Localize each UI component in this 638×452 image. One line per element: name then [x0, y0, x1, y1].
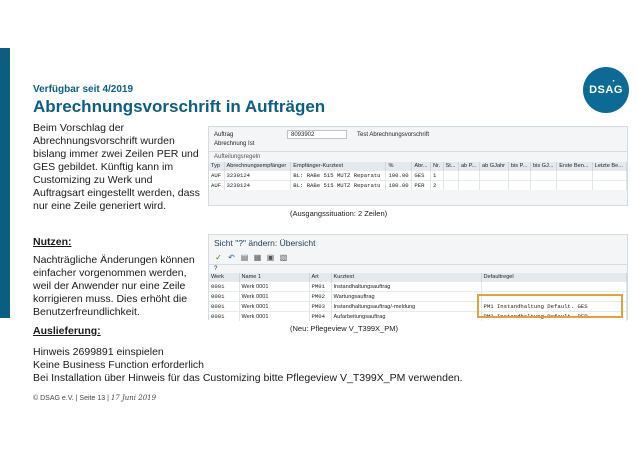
default-rule-dropdown[interactable]: PM2 Instandhaltung Default. PER	[481, 312, 627, 322]
cell	[458, 181, 479, 191]
cell: 1	[431, 171, 444, 181]
highlight-box	[477, 294, 623, 318]
auslieferung-line1: Hinweis 2699891 einspielen	[33, 346, 164, 358]
cell	[480, 171, 509, 181]
cell: 100.00	[386, 181, 412, 191]
cell	[508, 181, 530, 191]
cell: 0001	[209, 302, 239, 312]
cell	[557, 171, 592, 181]
table-row[interactable]	[209, 282, 627, 292]
logo-text: DSAG	[589, 84, 623, 96]
auslieferung-line2: Keine Business Function erforderlich	[33, 359, 205, 371]
cell: Instandhaltungsauftrag	[331, 282, 481, 292]
cell	[530, 171, 556, 181]
auftrag-description: Test Abrechnungsvorschrift	[357, 131, 430, 138]
footer-sep: |	[107, 395, 111, 402]
sap-screenshot-view	[208, 234, 628, 320]
auftrag-field[interactable]: 8093902	[287, 130, 347, 139]
col-header: ab P...	[458, 162, 479, 171]
cell: PM02	[309, 292, 331, 302]
page-title: Abrechnungsvorschrift in Aufträgen	[33, 97, 326, 116]
logo-dot-icon: ·	[612, 76, 616, 87]
cell: 2	[431, 181, 444, 191]
cell: BL: RABe 515 MUTZ Reparatu	[291, 171, 386, 181]
check-icon[interactable]: ✓	[215, 253, 222, 262]
col-header: Erste Ben...	[557, 162, 592, 171]
copy-icon[interactable]: ▤	[240, 253, 249, 262]
cell: Werk 0001	[239, 302, 309, 312]
undo-icon[interactable]: ↶	[228, 253, 235, 262]
col-header: Kurztext	[331, 273, 481, 282]
settlement-rules-table	[209, 162, 627, 190]
cell: 3230124	[224, 171, 291, 181]
caption-new-view: (Neu: Pflegeview V_T399X_PM)	[290, 324, 398, 333]
cell: Werk 0001	[239, 292, 309, 302]
available-since: Verfügbar seit 4/2019	[33, 84, 134, 95]
delete-icon[interactable]: ▦	[253, 253, 262, 262]
cell	[530, 181, 556, 191]
sap-screenshot-settlement	[208, 126, 628, 206]
col-header: Empfänger-Kurztext	[291, 162, 386, 171]
cell: 3230124	[224, 181, 291, 191]
col-header: Art	[309, 273, 331, 282]
select-all-icon[interactable]: ▣	[266, 253, 275, 262]
table-header-row	[209, 273, 627, 282]
col-header: Typ	[209, 162, 224, 171]
cell: 0001	[209, 282, 239, 292]
table-row[interactable]	[209, 181, 627, 191]
col-header: Letzte Be...	[592, 162, 626, 171]
cell[interactable]	[481, 282, 627, 292]
deselect-icon[interactable]: ▧	[279, 253, 288, 262]
cell: Aufarbeitungsauftrag	[331, 312, 481, 322]
accent-bar	[0, 48, 10, 318]
cell	[508, 171, 530, 181]
cell: Werk 0001	[239, 312, 309, 322]
cell: GES	[412, 171, 431, 181]
col-header: Abrechnungsempfänger	[224, 162, 291, 171]
auslieferung-heading: Auslieferung:	[33, 325, 101, 337]
table-row[interactable]	[209, 171, 627, 181]
col-header: Name 1	[239, 273, 309, 282]
cell	[592, 181, 626, 191]
cell	[443, 171, 458, 181]
auslieferung-line3: Bei Installation über Hinweis für das Customizing bitte Pflegeview V_T399X_PM verwenden.	[33, 372, 463, 384]
cell: AUF	[209, 181, 224, 191]
col-header: bis P...	[508, 162, 530, 171]
cell: 100.00	[386, 171, 412, 181]
col-header: Defaultregel	[481, 273, 627, 282]
col-header: ab GJahr	[480, 162, 509, 171]
cell: Instandhaltungsauftrag/-meldung	[331, 302, 481, 312]
view-title: Sicht "?" ändern: Übersicht	[214, 238, 316, 248]
cell: BL: RABe 515 MUTZ Reparatu	[291, 181, 386, 191]
col-header: Werk	[209, 273, 239, 282]
cell: PM01	[309, 282, 331, 292]
view-marker: ?	[214, 266, 218, 272]
cell: 0001	[209, 292, 239, 302]
footer-sep: |	[75, 395, 80, 402]
cell: PM04	[309, 312, 331, 322]
cell: PER	[412, 181, 431, 191]
cell	[480, 181, 509, 191]
cell	[443, 181, 458, 191]
caption-initial-situation: (Ausgangssituation: 2 Zeilen)	[290, 209, 388, 218]
nutzen-heading: Nutzen:	[33, 236, 72, 248]
toolbar	[209, 251, 627, 265]
cell: AUF	[209, 171, 224, 181]
col-header: St...	[443, 162, 458, 171]
col-header: Abr...	[412, 162, 431, 171]
aufteilungsregeln-section: Aufteilungsregeln	[209, 151, 627, 162]
auftrag-label: Auftrag	[214, 131, 234, 138]
footer-date: 17 Juni 2019	[110, 394, 157, 402]
footer-org: © DSAG e.V.	[33, 395, 74, 402]
cell: 0001	[209, 312, 239, 322]
intro-text: Beim Vorschlag der Abrechnungsvorschrift wurden bislang immer zwei Zeilen PER und GES gebildet. Künftig kann im Customizing zu Werk und Auftragsart eingestellt werden, dass nur eine Zeile generiert wird.	[33, 122, 200, 212]
col-header: %	[386, 162, 412, 171]
nutzen-text: Nachträgliche Änderungen können einfacher vorgenommen werden, weil der Anwender nur eine Zeile korrigieren muss. Dies erhöht die Benutzerfreundlichkeit.	[33, 254, 195, 318]
footer	[33, 394, 156, 402]
col-header: bis GJ...	[530, 162, 556, 171]
cell: PM03	[309, 302, 331, 312]
cell: Werk 0001	[239, 282, 309, 292]
cell	[592, 171, 626, 181]
cell	[458, 171, 479, 181]
dsag-logo	[583, 67, 629, 113]
cell	[557, 181, 592, 191]
col-header: Nr.	[431, 162, 444, 171]
cell: Wartungsauftrag	[331, 292, 481, 302]
abrechnung-ist-label: Abrechnung Ist	[214, 141, 255, 147]
footer-page: Seite 13	[79, 395, 106, 402]
table-header-row	[209, 162, 627, 171]
default-rule-dropdown[interactable]: PM1 Instandhaltung Default. GES	[481, 302, 627, 312]
